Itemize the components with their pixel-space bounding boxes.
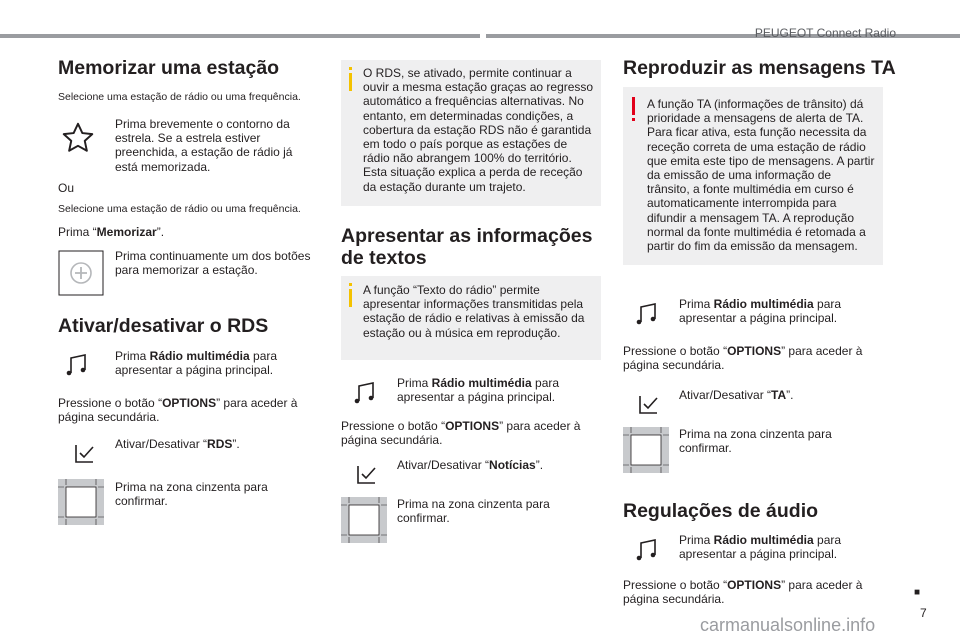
grey-zone-icon — [58, 479, 104, 525]
heading-rds: Ativar/desativar o RDS — [58, 315, 269, 337]
warning-icon-dot — [632, 118, 635, 121]
header-rule-left — [0, 34, 480, 38]
info-icon-dot — [349, 67, 352, 70]
music-instruction: Prima Rádio multimédia para apresentar a página principal. — [679, 297, 842, 326]
star-instruction: Prima brevemente o contorno da estrela. Se a estrela estiver preenchida, a estação de rádio já está memorizada. — [115, 117, 293, 174]
watermark: carmanualsonline.info — [700, 615, 876, 635]
warning-icon-bar — [632, 97, 635, 115]
grey-zone-instruction: Prima na zona cinzenta para confirmar. — [115, 480, 268, 509]
heading-memorize: Memorizar uma estação — [58, 57, 280, 79]
checkbox-icon — [70, 438, 100, 468]
star-icon — [58, 118, 98, 158]
plus-button-icon — [58, 250, 104, 296]
grey-zone-instruction: Prima na zona cinzenta para confirmar. — [397, 497, 550, 526]
music-note-icon — [62, 350, 92, 380]
grey-zone-icon — [623, 427, 669, 473]
info-icon-dot — [349, 283, 352, 286]
checkbox-icon — [634, 389, 664, 419]
toggle-ta-text: Ativar/Desativar “TA”. — [679, 388, 794, 402]
music-note-icon — [632, 535, 662, 565]
music-note-icon — [632, 299, 662, 329]
info-icon-bar — [349, 73, 352, 91]
heading-text-info: Apresentar as informações de textos — [341, 225, 593, 269]
heading-ta: Reproduzir as mensagens TA — [623, 57, 896, 79]
heading-audio: Regulações de áudio — [623, 500, 819, 522]
page-number: 7 — [920, 606, 927, 620]
ta-warning-text: A função TA (informações de trânsito) dá prioridade a mensagens de alerta de TA. Para ficar ativa, esta função necessita da receção correta de uma estação de rádio que emita este tipo de mensagens. A partir da emissão de uma informação de trânsito, a fonte multimédia em curso é automaticamente interrompida para difundir a mensagem TA. A reprodução normal da fonte multimédia é retomada a partir do fim da emissão da mensagem. — [647, 97, 875, 254]
grey-zone-instruction: Prima na zona cinzenta para confirmar. — [679, 427, 832, 456]
toggle-rds-text: Ativar/Desativar “RDS”. — [115, 437, 240, 451]
music-instruction: Prima Rádio multimédia para apresentar a página principal. — [397, 376, 560, 405]
or-text: Ou — [58, 181, 75, 195]
options-instruction: Pressione o botão “OPTIONS” para aceder à página secundária. — [58, 396, 298, 425]
info-icon-bar — [349, 289, 352, 307]
options-instruction: Pressione o botão “OPTIONS” para aceder à página secundária. — [341, 419, 581, 448]
intro-text-2: Selecione uma estação de rádio ou uma frequência. — [58, 203, 301, 215]
checkbox-icon — [352, 459, 382, 489]
ta-warning-box — [623, 87, 883, 265]
rds-info-box — [341, 60, 601, 206]
text-info-text: A função “Texto do rádio” permite apresentar informações transmitidas pela estação de rádio e relativas à emissão da estação ou à música em reprodução. — [363, 283, 585, 340]
text-info-box — [341, 276, 601, 360]
press-memorize-text: Prima “Memorizar”. — [58, 225, 165, 239]
music-instruction-2: Prima Rádio multimédia para apresentar a página principal. — [679, 533, 842, 562]
toggle-news-text: Ativar/Desativar “Notícias”. — [397, 458, 544, 472]
music-note-icon — [350, 378, 380, 408]
options-instruction-2: Pressione o botão “OPTIONS” para aceder à página secundária. — [623, 578, 863, 607]
end-mark: ■ — [914, 587, 921, 598]
rds-info-text: O RDS, se ativado, permite continuar a ouvir a mesma estação graças ao regresso automático a frequências alternativas. No entanto, em determinadas condições, a cobertura da estação RDS não é garantida em todo o país porque as estações de rádio não abrangem 100% do território. Esta situação explica a perda de receção da estação durante um trajeto. — [363, 66, 594, 194]
plus-instruction: Prima continuamente um dos botões para memorizar a estação. — [115, 249, 311, 278]
options-instruction: Pressione o botão “OPTIONS” para aceder à página secundária. — [623, 344, 863, 373]
intro-text: Selecione uma estação de rádio ou uma frequência. — [58, 91, 301, 103]
header-title: PEUGEOT Connect Radio — [754, 26, 896, 40]
grey-zone-icon — [341, 497, 387, 543]
music-instruction: Prima Rádio multimédia para apresentar a página principal. — [115, 349, 278, 378]
